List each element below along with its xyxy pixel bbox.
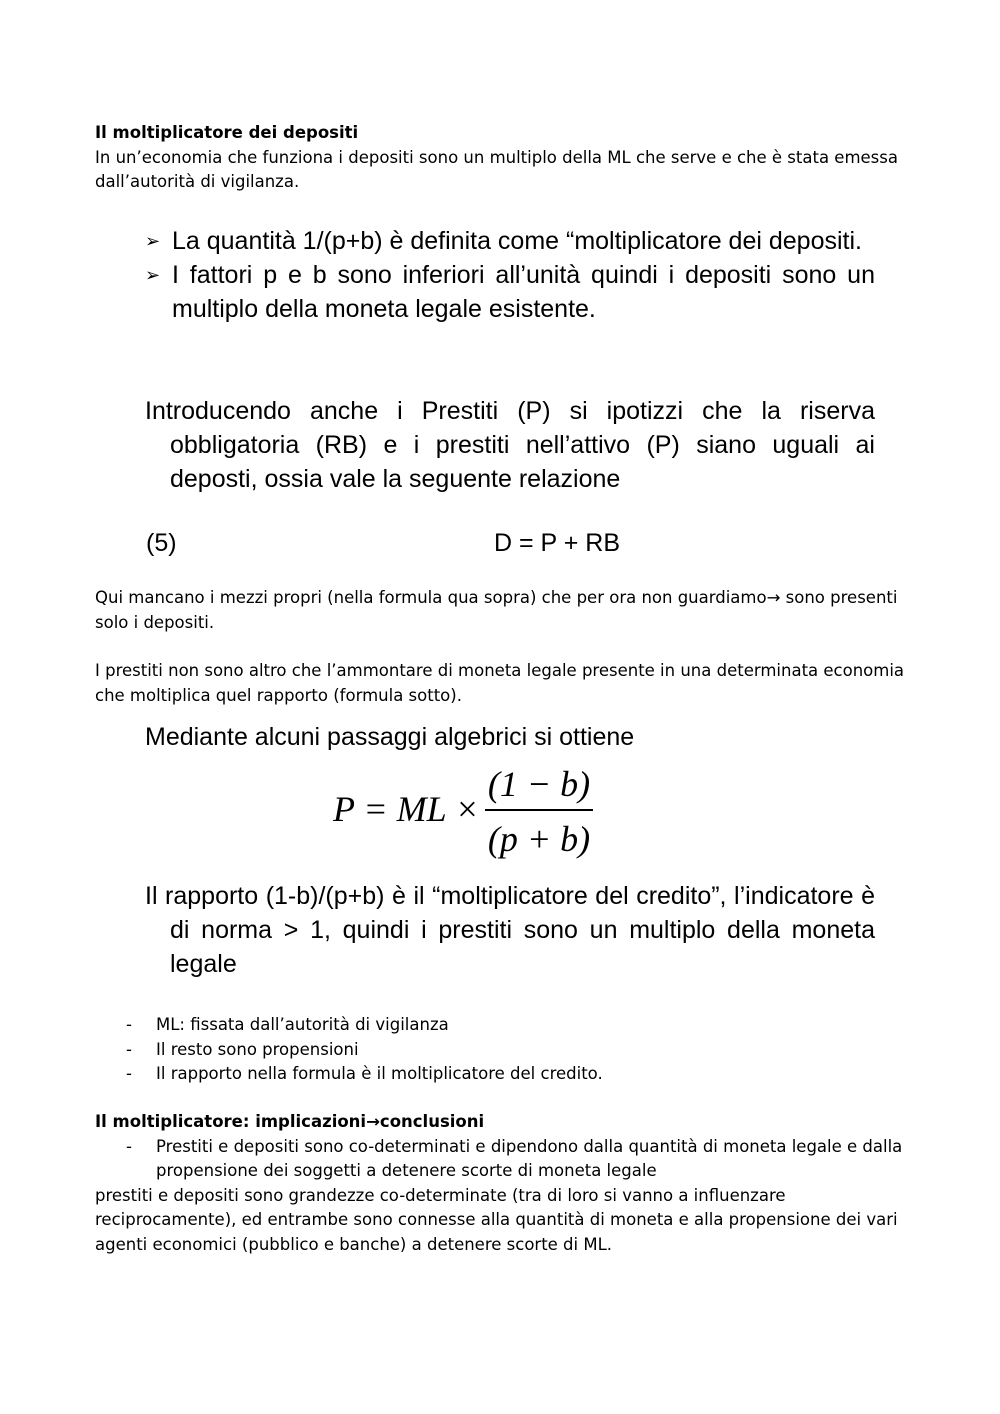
slide-2-heading: Mediante alcuni passaggi algebrici si ottiene (145, 723, 635, 751)
note-2-text: I prestiti non sono altro che l’ammontare di moneta legale presente in una determinata economia che moltiplica quel rapporto (formula sotto). (95, 661, 905, 705)
credit-multiplier-formula (333, 760, 613, 870)
list-item (95, 1038, 905, 1063)
formula-numerator: (1 − b) (487, 764, 591, 804)
section-2-title: Il moltiplicatore: implicazioni→conclusioni (95, 1112, 485, 1131)
list-item-text: Il resto sono propensioni (156, 1039, 359, 1059)
arrow-bullet-icon: ➢ (145, 265, 161, 285)
section-2 (95, 1110, 905, 1257)
note-1-text: Qui mancano i mezzi propri (nella formula qua sopra) che per ora non guardiamo→ sono presenti solo i depositi. (95, 588, 898, 632)
note-2 (95, 659, 905, 708)
slide-1-bullet (145, 258, 875, 326)
slide-1-bullet (145, 224, 875, 258)
slide-1-paragraph-block (145, 394, 875, 496)
equation-deposits: D = P + RB (494, 529, 620, 557)
section-1 (95, 121, 905, 195)
list-item (95, 1062, 905, 1087)
slide-2-heading-block (145, 720, 875, 754)
formula-denominator: (p + b) (487, 819, 591, 859)
slide-1-paragraph: Introducendo anche i Prestiti (P) si ipotizzi che la riserva obbligatoria (RB) e i prestiti nell’attivo (P) siano uguali ai deposti, ossia vale la seguente relazione (145, 397, 875, 493)
slide-1-bullet-text: La quantità 1/(p+b) è definita come “moltiplicatore dei depositi. (172, 227, 862, 255)
list-dash: - (126, 1136, 132, 1156)
slide-2-paragraph: Il rapporto (1-b)/(p+b) è il “moltiplicatore del credito”, l’indicatore è di norma > 1, quindi i prestiti sono un multiplo della moneta legale (145, 882, 875, 978)
list-item-text: Il rapporto nella formula è il moltiplicatore del credito. (156, 1064, 603, 1083)
fraction-bar (485, 809, 593, 811)
list-dash: - (126, 1015, 132, 1034)
section-1-intro: In un’economia che funziona i depositi sono un multiplo della ML che serve e che è stata emessa dall’autorità di vigilanza. (95, 147, 898, 191)
note-1 (95, 586, 905, 635)
formula-lhs: P = ML × (333, 789, 480, 829)
formula-fraction (485, 760, 593, 863)
list-item (95, 1013, 905, 1038)
slide-1-bullet-text: I fattori p e b sono inferiori all’unità quindi i depositi sono un multiplo della moneta legale esistente. (172, 261, 875, 323)
list-item (95, 1135, 905, 1184)
list-item-text: Prestiti e depositi sono co-determinati e dipendono dalla quantità di moneta legale e dalla propensione dei soggetti a detenere scorte di moneta legale (156, 1136, 903, 1180)
slide-2-paragraph-block (145, 879, 875, 981)
section-2-paragraph: prestiti e depositi sono grandezze co-determinate (tra di loro si vanno a influenzare reciprocamente), ed entrambe sono connesse alla quantità di moneta e alla propensione dei vari agenti economici (pubblico e banche) a detenere scorte di ML. (95, 1185, 898, 1254)
arrow-bullet-icon: ➢ (145, 231, 161, 251)
equation-number: (5) (146, 529, 177, 557)
section-1-title: Il moltiplicatore dei depositi (95, 123, 359, 142)
list-dash: - (126, 1039, 132, 1059)
slide-1 (145, 224, 875, 326)
list-item-text: ML: fissata dall’autorità di vigilanza (156, 1015, 449, 1034)
equation-row (146, 529, 846, 563)
list-1 (95, 1013, 905, 1087)
list-dash: - (126, 1064, 132, 1083)
